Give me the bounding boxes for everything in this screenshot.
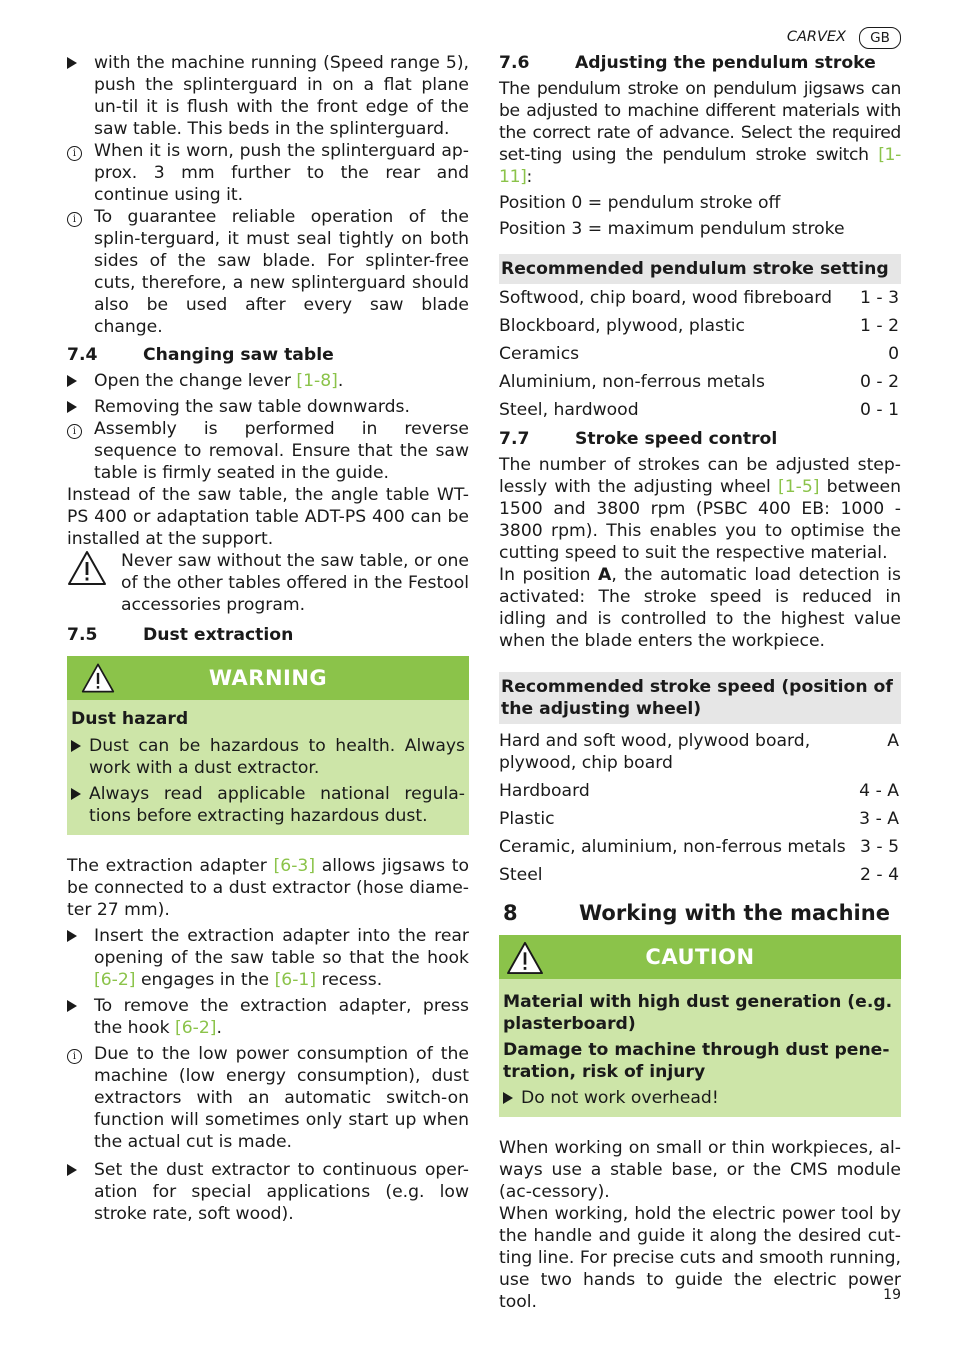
bullet-arrow-icon: [67, 57, 77, 69]
bullet-arrow-icon: [67, 1164, 77, 1176]
brand-header: CARVEX: [786, 29, 846, 45]
paragraph: The number of strokes can be adjusted step-lessly with the adjusting wheel [1-5] between 1500 and 3800 rpm (PSBC 400 EB: 1000 - 3800 rpm). This enables you to optimise the cutting speed to suit the respective material.: [499, 455, 901, 563]
figure-reference[interactable]: [6-1]: [274, 970, 317, 990]
table-row: Aluminium, non-ferrous metals 0 - 2: [499, 372, 899, 392]
pendulum-stroke-table: [499, 254, 901, 424]
table-row: Softwood, chip board, wood fibreboard 1 - 3: [499, 288, 899, 308]
caution-panel-header: [499, 935, 901, 979]
bullet-arrow-icon: [71, 788, 81, 800]
caution-hazard: Material with high dust generation (e.g. plasterboard): [503, 992, 893, 1034]
table-row: Steel 2 - 4: [499, 865, 899, 885]
caution-panel: [499, 935, 901, 1117]
list-item: Open the change lever [1-8].: [67, 370, 469, 392]
language-badge: GB: [859, 27, 901, 49]
left-column: [67, 52, 469, 1225]
info-icon: i: [67, 424, 82, 439]
list-item: Removing the saw table downwards.: [67, 396, 469, 418]
warning-subtitle: Dust hazard: [71, 709, 189, 729]
table-row: Ceramic, aluminium, non-ferrous metals 3 - 5: [499, 837, 899, 857]
info-note: i When it is worn, push the splinterguard ap-prox. 3 mm further to the rear and continue using it.: [67, 140, 469, 206]
info-icon: i: [67, 146, 82, 161]
paragraph: The pendulum stroke on pendulum jigsaws can be adjusted to machine different materials with the correct rate of advance. Select the required set-ting using the pendulum stroke switch [1-11]:: [499, 79, 901, 187]
paragraph: In position A, the automatic load detection is activated: The stroke speed is reduced in idling and is controlled to the highest value when the blade enters the workpiece.: [499, 565, 902, 651]
bullet-arrow-icon: [67, 930, 77, 942]
table-row: Ceramics 0: [499, 344, 899, 364]
info-note: i To guarantee reliable operation of the splin-terguard, it must seal tightly on both sides of the saw blade. For splinter-free cuts, therefore, a new splinterguard should also be used after every saw blade change.: [67, 206, 469, 338]
paragraph: Position 0 = pendulum stroke off: [499, 193, 781, 213]
warning-panel-header: [67, 656, 469, 700]
paragraph: The extraction adapter [6-3] allows jigsaws to be connected to a dust extractor (hose diame-ter 27 mm).: [67, 856, 470, 920]
warning-title: WARNING: [208, 666, 328, 690]
figure-reference[interactable]: [6-2]: [175, 1018, 217, 1038]
section-heading-8: 8 Working with the machine: [503, 901, 890, 925]
table-header: Recommended stroke speed (position of the adjusting wheel): [499, 672, 901, 724]
figure-reference[interactable]: [1-8]: [296, 371, 338, 391]
paragraph: Instead of the saw table, the angle table WT-PS 400 or adaptation table ADT-PS 400 can be installed at the support.: [67, 485, 469, 549]
info-note: i Due to the low power consumption of the machine (low energy consumption), dust extractors with an automatic switch-on function will sometimes only start up when the actual cut is made.: [67, 1043, 469, 1153]
warning-item: Always read applicable national regula-tions before extracting hazardous dust.: [71, 783, 465, 827]
table-row: Hard and soft wood, plywood board, plywood, chip board A: [499, 731, 899, 773]
list-item: Insert the extraction adapter into the rear opening of the saw table so that the hook [6-2] engages in the [6-1] recess.: [67, 925, 469, 991]
info-note: i Assembly is performed in reverse sequence to removal. Ensure that the saw table is firmly seated in the guide.: [67, 418, 469, 484]
right-column: [499, 52, 901, 1313]
section-heading-7-4: 7.4 Changing saw table: [67, 345, 334, 365]
figure-reference[interactable]: [6-2]: [94, 970, 136, 990]
table-header: Recommended pendulum stroke setting: [499, 254, 901, 284]
bullet-arrow-icon: [67, 401, 77, 413]
info-icon: i: [67, 1049, 82, 1064]
warning-note: Never saw without the saw table, or one of the other tables offered in the Festool accessories program.: [67, 550, 469, 616]
table-row: Steel, hardwood 0 - 1: [499, 400, 899, 420]
info-icon: i: [67, 212, 82, 227]
table-row: Hardboard 4 - A: [499, 781, 899, 801]
page-number: 19: [883, 1287, 901, 1303]
figure-reference[interactable]: [1-5]: [778, 477, 820, 497]
list-item: Set the dust extractor to continuous oper-ation for special applications (e.g. low stroke rate, soft wood).: [67, 1159, 469, 1225]
figure-reference[interactable]: [1-11]: [499, 145, 901, 187]
bullet-arrow-icon: [503, 1092, 513, 1104]
warning-panel: [67, 656, 469, 835]
paragraph: When working on small or thin workpieces, al-ways use a stable base, or the CMS module (ac-cessory).: [499, 1138, 901, 1202]
section-heading-7-5: 7.5 Dust extraction: [67, 625, 294, 645]
table-row: Plastic 3 - A: [499, 809, 899, 829]
paragraph: When working, hold the electric power tool by the handle and guide it along the desired cut-ting line. For precise cuts and smooth running, use two hands to guide the electric power tool.: [499, 1204, 901, 1312]
stroke-speed-table: [499, 672, 901, 889]
figure-reference[interactable]: [6-3]: [273, 856, 316, 876]
paragraph: Position 3 = maximum pendulum stroke: [499, 219, 845, 239]
warning-item: Dust can be hazardous to health. Always work with a dust extractor.: [71, 735, 465, 779]
section-heading-7-7: 7.7 Stroke speed control: [499, 429, 778, 449]
list-item: with the machine running (Speed range 5), push the splinterguard in on a flat plane un-til it is flush with the front edge of the saw table. This beds in the splinterguard.: [67, 52, 469, 140]
caution-consequence: Damage to machine through dust pene-tration, risk of injury: [503, 1040, 890, 1082]
bullet-arrow-icon: [71, 740, 81, 752]
list-item: To remove the extraction adapter, press the hook [6-2].: [67, 995, 469, 1039]
caution-title: CAUTION: [645, 945, 755, 969]
bullet-arrow-icon: [67, 1000, 77, 1012]
bullet-arrow-icon: [67, 375, 77, 387]
warning-triangle-icon: [67, 550, 107, 592]
caution-item: Do not work overhead!: [503, 1087, 897, 1109]
table-row: Blockboard, plywood, plastic 1 - 2: [499, 316, 899, 336]
section-heading-7-6: 7.6 Adjusting the pendulum stroke: [499, 53, 876, 73]
